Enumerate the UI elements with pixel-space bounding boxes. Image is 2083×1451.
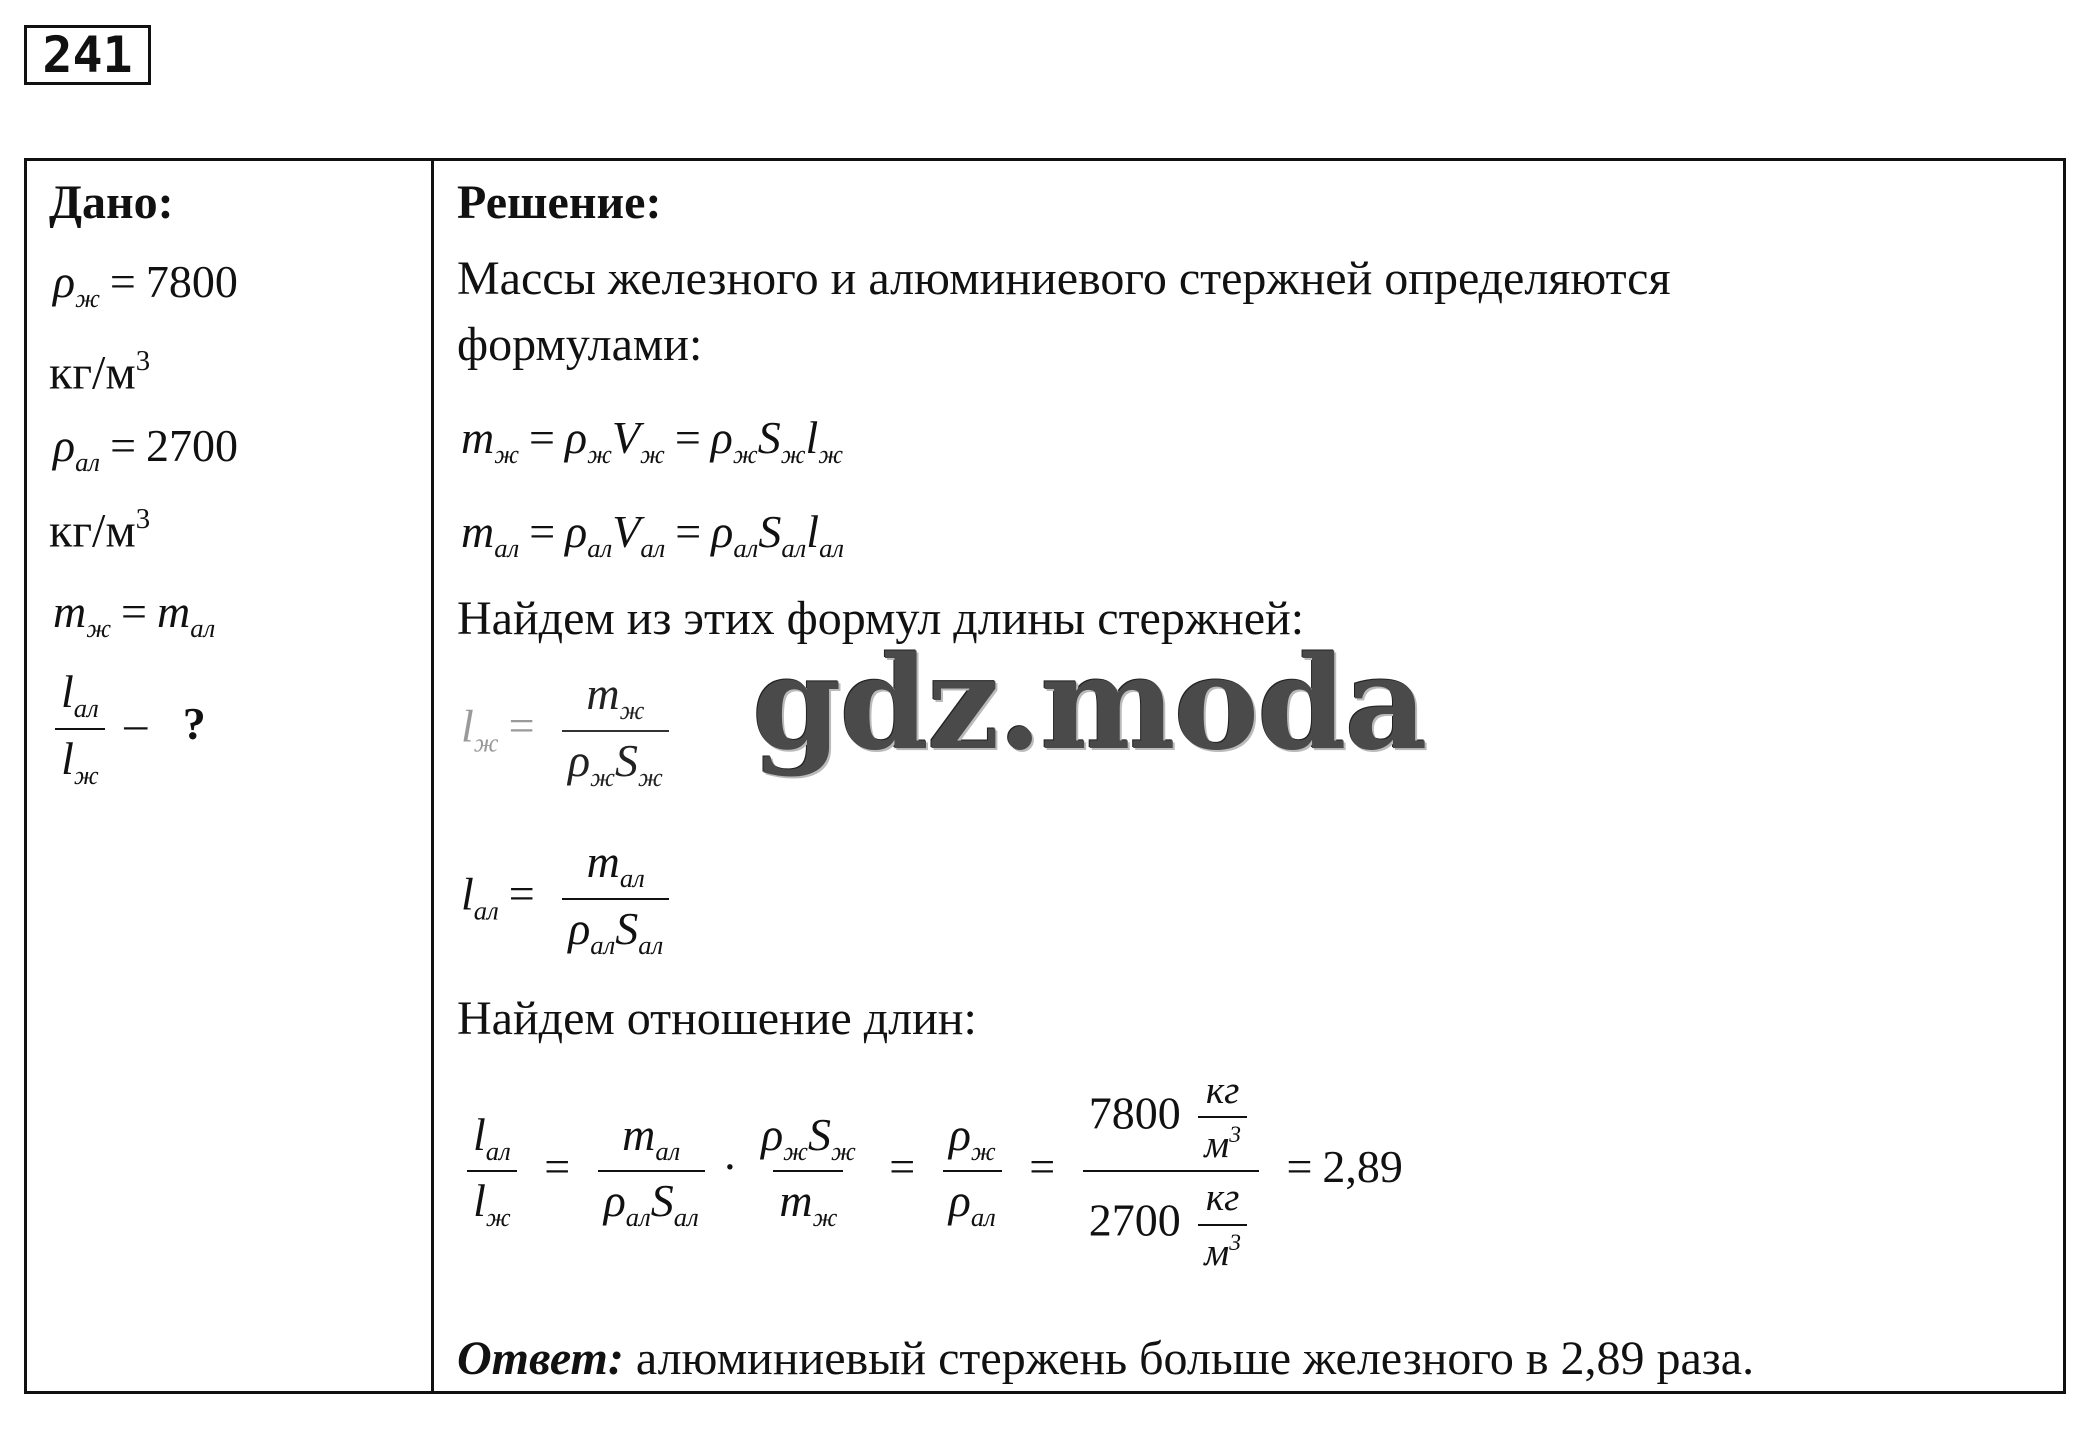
given-rho-al-unit: [49, 491, 150, 560]
unit-fraction: $\frac{кг}{м^3}$: [1198, 1178, 1247, 1271]
length-al-fraction: $\frac{m_{ал}}{\rho_{ал}S_{ал}}$: [562, 839, 669, 959]
formula-length-al: $l_{ал}$ = $\frac{m_{ал}}{\rho_{ал}S_{ал}}$: [461, 839, 675, 959]
given-rho-al-value: 2700: [146, 420, 239, 471]
unit-text: кг/м: [49, 504, 136, 558]
formula-mass-al: $m_{ал} = \rho_{ал}V_{ал} = \rho_{ал}S_{ал}l_{ал}$: [461, 506, 845, 564]
ratio-numerator-value: 7800: [1088, 1087, 1181, 1139]
solution-intro-line2: формулами:: [457, 318, 703, 371]
unit-power: 3: [135, 345, 151, 377]
question-mark: ?: [182, 698, 206, 750]
column-divider: [431, 161, 434, 1391]
solution-find-lengths: Найдем из этих формул длины стержней:: [457, 592, 1305, 645]
problem-number: 241: [24, 25, 151, 85]
given-rho-al: $\rho_{ал} = 2700$: [53, 420, 239, 478]
answer-label: Ответ:: [457, 1332, 624, 1385]
ratio-term1: $\frac{m_{ал}}{\rho_{ал}S_{ал}}$: [598, 1112, 705, 1232]
solution-header: Решение:: [457, 176, 662, 229]
unit-fraction: $\frac{кг}{м^3}$: [1198, 1071, 1247, 1164]
ratio-term3: $\frac{\rho_ж}{\rho_{ал}}$: [943, 1112, 1002, 1232]
answer-text: алюминиевый стержень больше железного в 2,89 раза.: [635, 1332, 1755, 1385]
length-iron-fraction: $\frac{m_ж}{\rho_жS_ж}$: [562, 671, 669, 791]
unit-power: 3: [135, 503, 151, 535]
answer-line: [457, 1331, 1754, 1387]
given-rho-iron-value: 7800: [145, 256, 238, 307]
ratio-term2: $\frac{\rho_жS_ж}{m_ж}$: [761, 1108, 856, 1233]
ratio-denominator-value: 2700: [1088, 1194, 1181, 1246]
given-question: $\frac{l_{ал}}{l_ж}$ – ?: [49, 669, 206, 789]
watermark-logo: gdz.moda: [752, 629, 1426, 779]
ratio-numeric: [1083, 1071, 1259, 1272]
given-mass-equal: $m_ж = m_{ал}$: [53, 586, 216, 644]
given-rho-iron-unit: [49, 333, 150, 402]
formula-length-iron: $l_ж$ = $\frac{m_ж}{\rho_жS_ж}$: [461, 671, 675, 791]
solution-intro-line1: Массы железного и алюминиевого стержней определяются: [457, 252, 1671, 305]
ratio-result: 2,89: [1322, 1140, 1403, 1192]
ratio-fraction: $\frac{l_{ал}}{l_ж}$: [55, 669, 105, 789]
given-rho-iron: $\rho_ж = 7800$: [53, 256, 238, 314]
unit-text: кг/м: [49, 346, 136, 400]
ratio-lhs: $\frac{l_{ал}}{l_ж}$: [467, 1112, 517, 1232]
formula-ratio: $\frac{l_{ал}}{l_ж}$ = $\frac{m_{ал}}{\rho_{ал}S_{ал}}$ · $\frac{\rho_жS_ж}{m_ж}$ = $\frac{\rho_ж}{\rho_{ал}}$ = 7800 $\frac{кг}{м^3}$ 2700 $\frac{кг}{м^3}$ = 2,89: [461, 1071, 1403, 1272]
solution-find-ratio: Найдем отношение длин:: [457, 992, 977, 1045]
given-header: Дано:: [49, 176, 174, 229]
formula-mass-iron: $m_ж = \rho_жV_ж = \rho_жS_жl_ж$: [461, 412, 844, 470]
